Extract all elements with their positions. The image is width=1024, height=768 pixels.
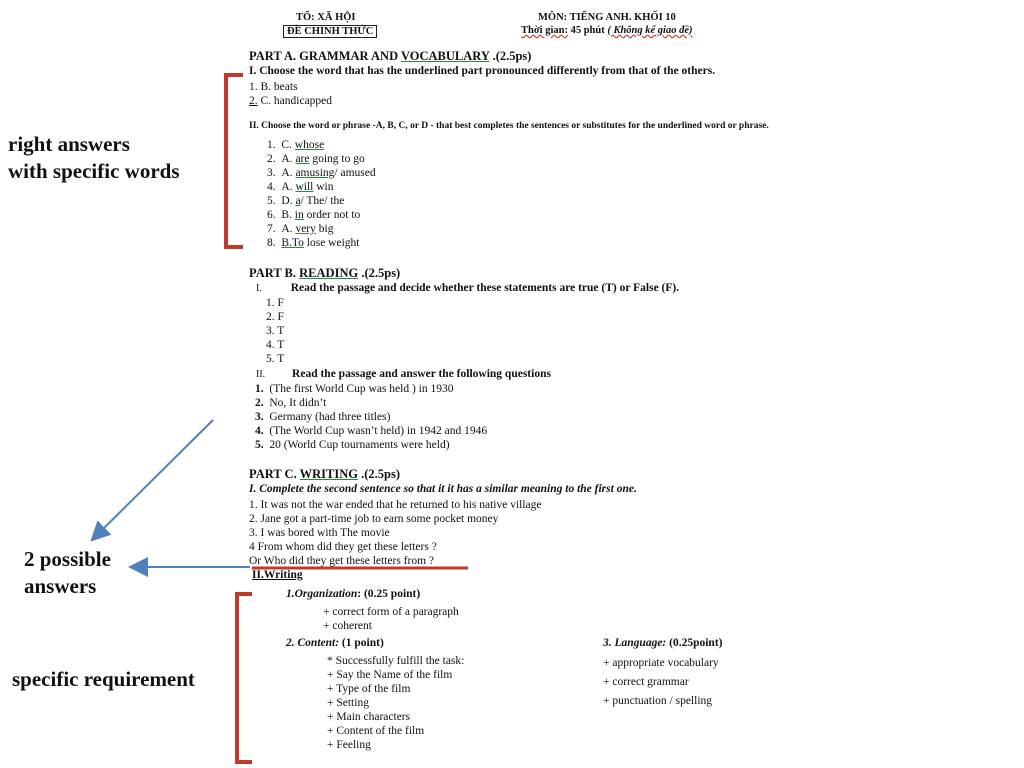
part-c-s1-item: 1. It was not the war ended that he returned to his native village bbox=[249, 499, 542, 511]
part-a-s1-item: 1. B. beats bbox=[249, 81, 298, 93]
bracket-bottom bbox=[237, 594, 252, 762]
organization-title: 1.Organization: (0.25 point) bbox=[286, 588, 421, 600]
content-item: + Setting bbox=[327, 697, 369, 709]
part-b-s1-item: 5. T bbox=[266, 353, 285, 365]
content-item: + Feeling bbox=[327, 739, 371, 751]
part-a-s2-item: 3. A. amusing/ amused bbox=[267, 167, 376, 179]
organization-item: + correct form of a paragraph bbox=[323, 606, 459, 618]
language-item: + correct grammar bbox=[603, 676, 689, 688]
part-b-s2-item: 3. Germany (had three titles) bbox=[255, 411, 391, 423]
bracket-top bbox=[226, 75, 243, 247]
part-a-s2-item: 7. A. very big bbox=[267, 223, 334, 235]
part-b-s2-item: 5. 20 (World Cup tournaments were held) bbox=[255, 439, 450, 451]
content-item: + Type of the film bbox=[327, 683, 411, 695]
content-item: + Content of the film bbox=[327, 725, 425, 737]
subject-label: MÔN: TIẾNG ANH. KHỐI 10 bbox=[538, 12, 676, 23]
organization-item: + coherent bbox=[323, 620, 372, 632]
part-c-s1-item: 2. Jane got a part-time job to earn some pocket money bbox=[249, 513, 499, 525]
time-value: 45 phút bbox=[570, 25, 605, 36]
part-c-s1-item: 3. I was bored with The movie bbox=[249, 527, 390, 539]
part-b-s1-item: 3. T bbox=[266, 325, 285, 337]
annotation-possible-answers: 2 possible answers bbox=[24, 547, 111, 598]
part-a-s2-item: 6. B. in order not to bbox=[267, 209, 361, 221]
part-b-s1-item: 4. T bbox=[266, 339, 285, 351]
official-exam-label: ĐỀ CHÍNH THỨC bbox=[283, 25, 377, 38]
part-a-s2-item: 1. C. whose bbox=[267, 139, 325, 151]
language-item: + punctuation / spelling bbox=[603, 695, 713, 707]
language-item: + appropriate vocabulary bbox=[603, 657, 719, 669]
part-a-title: PART A. GRAMMAR AND VOCABULARY .(2.5ps) bbox=[249, 49, 532, 63]
part-c-s1-item: 4 From whom did they get these letters ? bbox=[249, 541, 437, 553]
part-c-section-1-title: I. Complete the second sentence so that it it has a similar meaning to the first one. bbox=[249, 483, 637, 495]
time-label: Thời gian: bbox=[521, 25, 568, 36]
part-a-s1-item: 2. C. handicapped bbox=[249, 95, 333, 107]
part-a-section-2-title: II. Choose the word or phrase -A, B, C, or D - that best completes the sentences or substitutes for the underlined word or phrase. bbox=[249, 121, 769, 131]
part-c-s1-item: Or Who did they get these letters from ? bbox=[249, 555, 435, 567]
content-item: + Say the Name of the film bbox=[327, 669, 453, 681]
part-b-s1-item: 2. F bbox=[266, 311, 284, 323]
time-note: ( Không kể giao đề) bbox=[607, 25, 693, 36]
part-b-s2-item: 1. (The first World Cup was held ) in 1930 bbox=[255, 383, 454, 395]
part-b-s1-item: 1. F bbox=[266, 297, 284, 309]
part-b-s2-item: 4. (The World Cup wasn’t held) in 1942 and 1946 bbox=[255, 425, 488, 437]
content-item: * Successfully fulfill the task: bbox=[327, 655, 465, 667]
part-a-s2-item: 4. A. will win bbox=[267, 181, 334, 193]
part-b-title: PART B. READING .(2.5ps) bbox=[249, 266, 401, 280]
content-item: + Main characters bbox=[327, 711, 411, 723]
part-c-section-2-title: II.Writing bbox=[252, 569, 303, 581]
annotation-right-answers: right answers with specific words bbox=[8, 132, 180, 183]
part-a-s2-item: 5. D. a/ The/ the bbox=[267, 195, 345, 207]
part-b-section-1-title: I. Read the passage and decide whether these statements are true (T) or False (F). bbox=[256, 282, 680, 294]
part-b-s2-item: 2. No, It didn’t bbox=[255, 397, 327, 409]
school-dept: TỔ: XÃ HỘI bbox=[296, 12, 356, 23]
part-a-section-1-title: I. Choose the word that has the underlined part pronounced differently from that of the others. bbox=[249, 65, 716, 77]
language-title: 3. Language: (0.25point) bbox=[603, 637, 723, 649]
annotation-specific-requirement: specific requirement bbox=[12, 667, 195, 691]
part-a-s2-item: 8. B.To lose weight bbox=[267, 237, 360, 249]
arrow-diagonal bbox=[96, 420, 213, 536]
content-title: 2. Content: (1 point) bbox=[286, 637, 384, 649]
part-c-title: PART C. WRITING .(2.5ps) bbox=[249, 467, 400, 481]
part-b-section-2-title: II. Read the passage and answer the following questions bbox=[256, 368, 551, 380]
part-a-s2-item: 2. A. are going to go bbox=[267, 153, 365, 165]
